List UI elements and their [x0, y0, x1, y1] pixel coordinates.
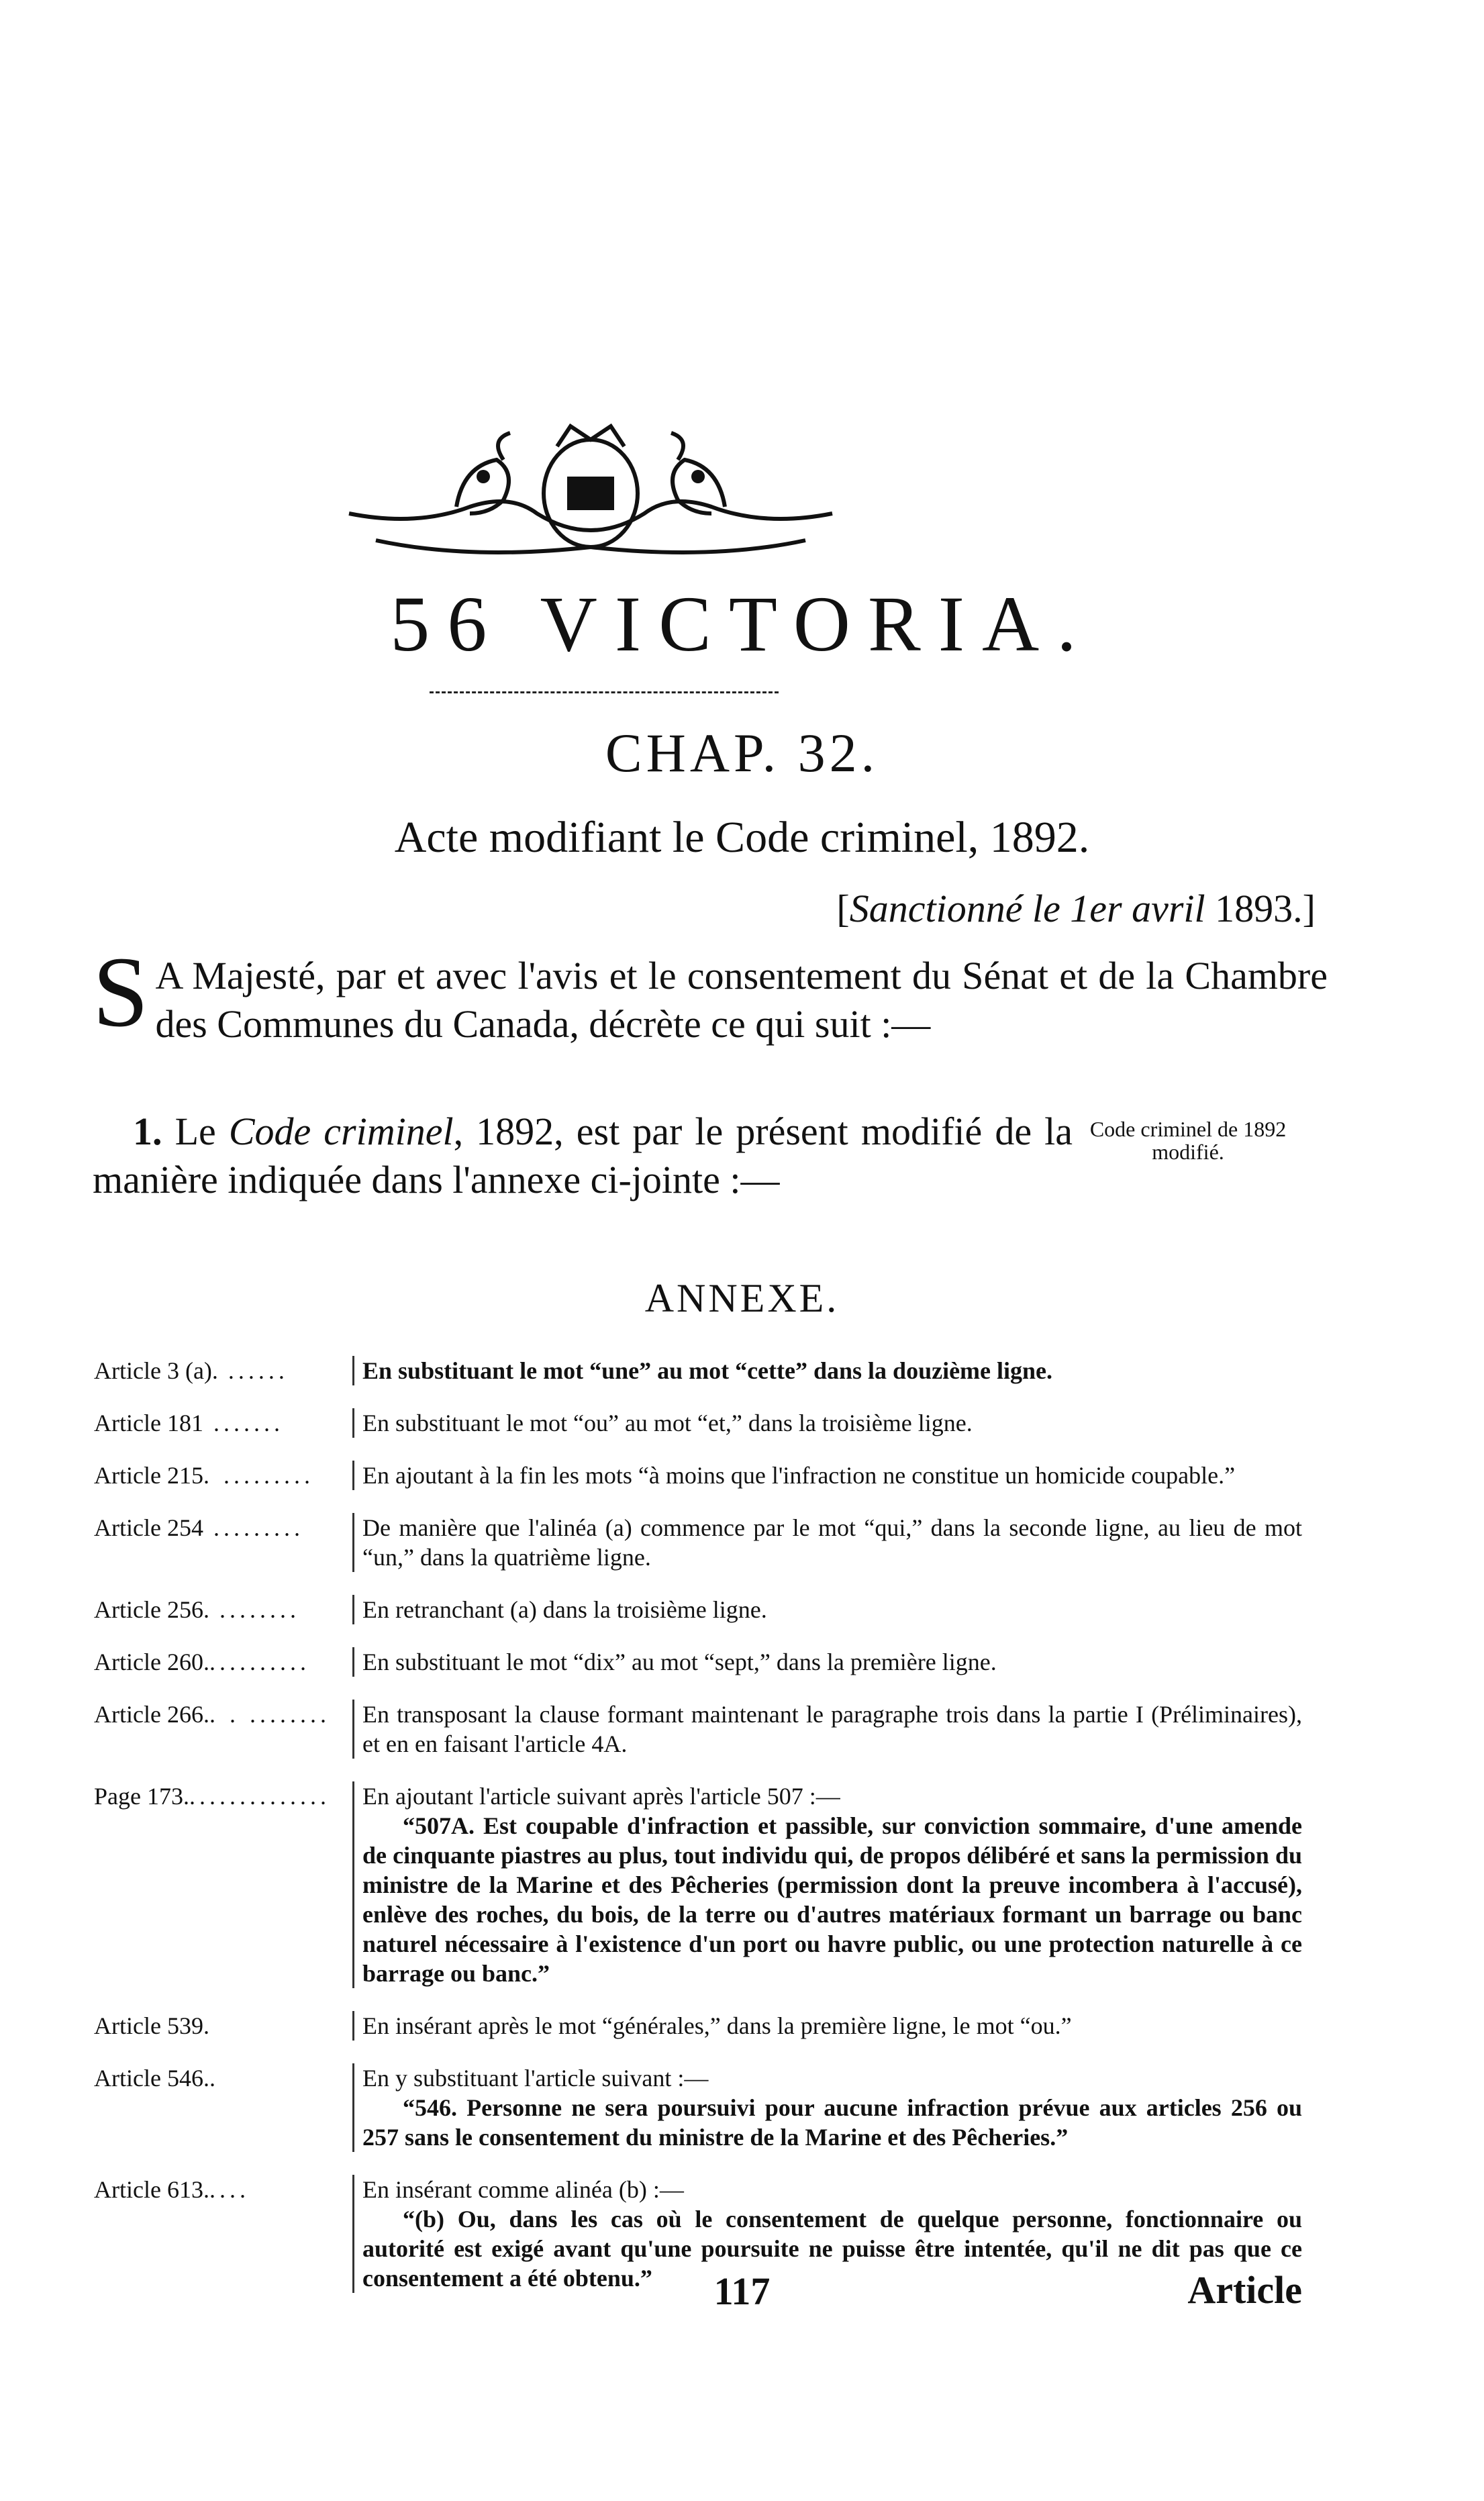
schedule-row	[94, 1700, 1302, 1759]
ref-label: Article 546..	[94, 2065, 215, 2092]
ref-label: Article 254	[94, 1514, 203, 1541]
amendment-text: De manière que l'alinéa (a) commence par le mot “qui,” dans la seconde ligne, au lieu de mot “un,” dans la quatrième ligne.	[362, 1514, 1302, 1571]
ref-label: Article 3 (a).	[94, 1357, 218, 1384]
schedule-text	[352, 2063, 1302, 2152]
schedule-text	[352, 1356, 1302, 1385]
sanction-year: 1893.]	[1205, 887, 1316, 930]
schedule-ref	[94, 1461, 352, 1490]
amendment-quote: “(b) Ou, dans les cas où le consentement de quelque personne, fonctionnaire ou autorité est exigé avant qu'une poursuite ne puisse être intentée, qu'il ne dit pas que ce consentement a été obtenu.”	[362, 2206, 1302, 2292]
schedule-text	[352, 1513, 1302, 1572]
ref-dots: . .........	[203, 1462, 314, 1489]
schedule-ref	[94, 1700, 352, 1759]
sanction-text: Sanctionné le 1er avril	[849, 887, 1205, 930]
schedule-text	[352, 1700, 1302, 1759]
schedule-row	[94, 1356, 1302, 1385]
amendment-text: En insérant comme alinéa (b) :—	[362, 2176, 684, 2203]
amendment-quote: “546. Personne ne sera poursuivi pour aucune infraction prévue aux articles 256 ou 257 sans le consentement du ministre de la Marine et des Pêcheries.”	[362, 2094, 1302, 2151]
amendment-text: En substituant le mot “une” au mot “cette” dans la douzième ligne.	[362, 1357, 1053, 1384]
schedule-ref	[94, 1595, 352, 1624]
amendment-text: En retranchant (a) dans la troisième ligne.	[362, 1596, 767, 1623]
schedule-ref	[94, 1781, 352, 1988]
schedule-row	[94, 2011, 1302, 2041]
section-1	[93, 1108, 1073, 1204]
ref-label: Article 266.	[94, 1701, 209, 1728]
schedule-row	[94, 1408, 1302, 1438]
amendment-text: En transposant la clause formant maintenant le paragraphe trois dans la partie I (Préliminaires), et en en faisant l'article 4A.	[362, 1701, 1302, 1757]
amendment-text: En y substituant l'article suivant :—	[362, 2065, 709, 2092]
amendment-text: En ajoutant à la fin les mots “à moins que l'infraction ne constitue un homicide coupable.”	[362, 1462, 1236, 1489]
amendment-text: En insérant après le mot “générales,” dans la première ligne, le mot “ou.”	[362, 2012, 1072, 2039]
ref-dots: ....	[209, 2176, 250, 2203]
divider	[430, 691, 779, 693]
amendment-quote: “507A. Est coupable d'infraction et passible, sur conviction sommaire, d'une amende de cinquante piastres au plus, tout individu qui, de propos délibéré et sans la permission du ministre de la Marine et des Pêcheries (permission dont la preuve incombera à l'accusé), enlève des roches, du bois, de la terre ou d'autres matériaux formant un barrage ou banc naturel nécessaire à l'existence d'un port ou havre public, ou une protection naturelle à ce barrage ou banc.”	[362, 1812, 1302, 1987]
amendment-text: En substituant le mot “ou” au mot “et,” dans la troisième ligne.	[362, 1410, 973, 1436]
ref-dots: ........	[209, 1596, 300, 1623]
ref-dots: .........	[203, 1514, 304, 1541]
schedule-row	[94, 1461, 1302, 1490]
schedule-row	[94, 2063, 1302, 2152]
schedule-ref	[94, 1408, 352, 1438]
section-text-post: , 1892, est par le présent modifié de la manière indiquée dans l'annexe ci-jointe :—	[93, 1110, 1073, 1202]
ref-label: Article 181	[94, 1410, 203, 1436]
preamble	[93, 936, 1328, 1048]
amendment-text: En ajoutant l'article suivant après l'article 507 :—	[362, 1783, 840, 1810]
schedule-ref	[94, 2063, 352, 2152]
margin-note: Code criminel de 1892 modifié.	[1089, 1117, 1287, 1164]
schedule-text	[352, 1461, 1302, 1490]
schedule-ref	[94, 1513, 352, 1572]
section-text-pre: Le	[162, 1110, 229, 1153]
schedule-ref	[94, 1647, 352, 1677]
act-title: Acte modifiant le Code criminel, 1892.	[394, 813, 1090, 862]
ref-dots: ......	[217, 1357, 289, 1384]
ref-label: Article 256.	[94, 1596, 209, 1623]
schedule-row	[94, 1595, 1302, 1624]
section-text-italic: Code criminel	[228, 1110, 454, 1153]
ref-dots: ..............	[189, 1783, 330, 1810]
amendment-text: En substituant le mot “dix” au mot “sept,” dans la première ligne.	[362, 1649, 997, 1675]
sanction-line	[577, 886, 1316, 931]
schedule-text	[352, 1781, 1302, 1988]
page-title: 56 VICTORIA.	[390, 580, 1094, 668]
schedule-text	[352, 2011, 1302, 2041]
page-number: 117	[713, 2269, 771, 2313]
schedule-row	[94, 1781, 1302, 1988]
section-number: 1.	[133, 1110, 162, 1153]
ref-label: Article 539.	[94, 2012, 209, 2039]
ref-label: Article 260.	[94, 1649, 209, 1675]
ref-dots: ..........	[209, 1649, 310, 1675]
preamble-text: A Majesté, par et avec l'avis et le consentement du Sénat et de la Chambre des Communes du Canada, décrète ce qui suit :—	[155, 954, 1328, 1046]
catchword: Article	[1187, 2268, 1302, 2312]
ref-label: Article 215	[94, 1462, 203, 1489]
schedule-row	[94, 1647, 1302, 1677]
dropcap: S	[93, 936, 149, 1048]
schedule-ref	[94, 1356, 352, 1385]
schedule-table	[94, 1356, 1302, 2316]
schedule-row	[94, 1513, 1302, 1572]
annexe-heading: ANNEXE.	[644, 1276, 840, 1320]
schedule-text	[352, 1595, 1302, 1624]
schedule-text	[352, 1408, 1302, 1438]
sanction-open: [	[836, 887, 850, 930]
schedule-ref	[94, 2011, 352, 2041]
ref-label: Page 173.	[94, 1783, 189, 1810]
ref-dots: .......	[203, 1410, 284, 1436]
royal-crest-icon	[336, 413, 846, 567]
chapter-heading: CHAP. 32.	[605, 722, 879, 783]
schedule-text	[352, 1647, 1302, 1677]
ref-label: Article 613.	[94, 2176, 209, 2203]
ref-dots: . . ........	[209, 1701, 330, 1728]
